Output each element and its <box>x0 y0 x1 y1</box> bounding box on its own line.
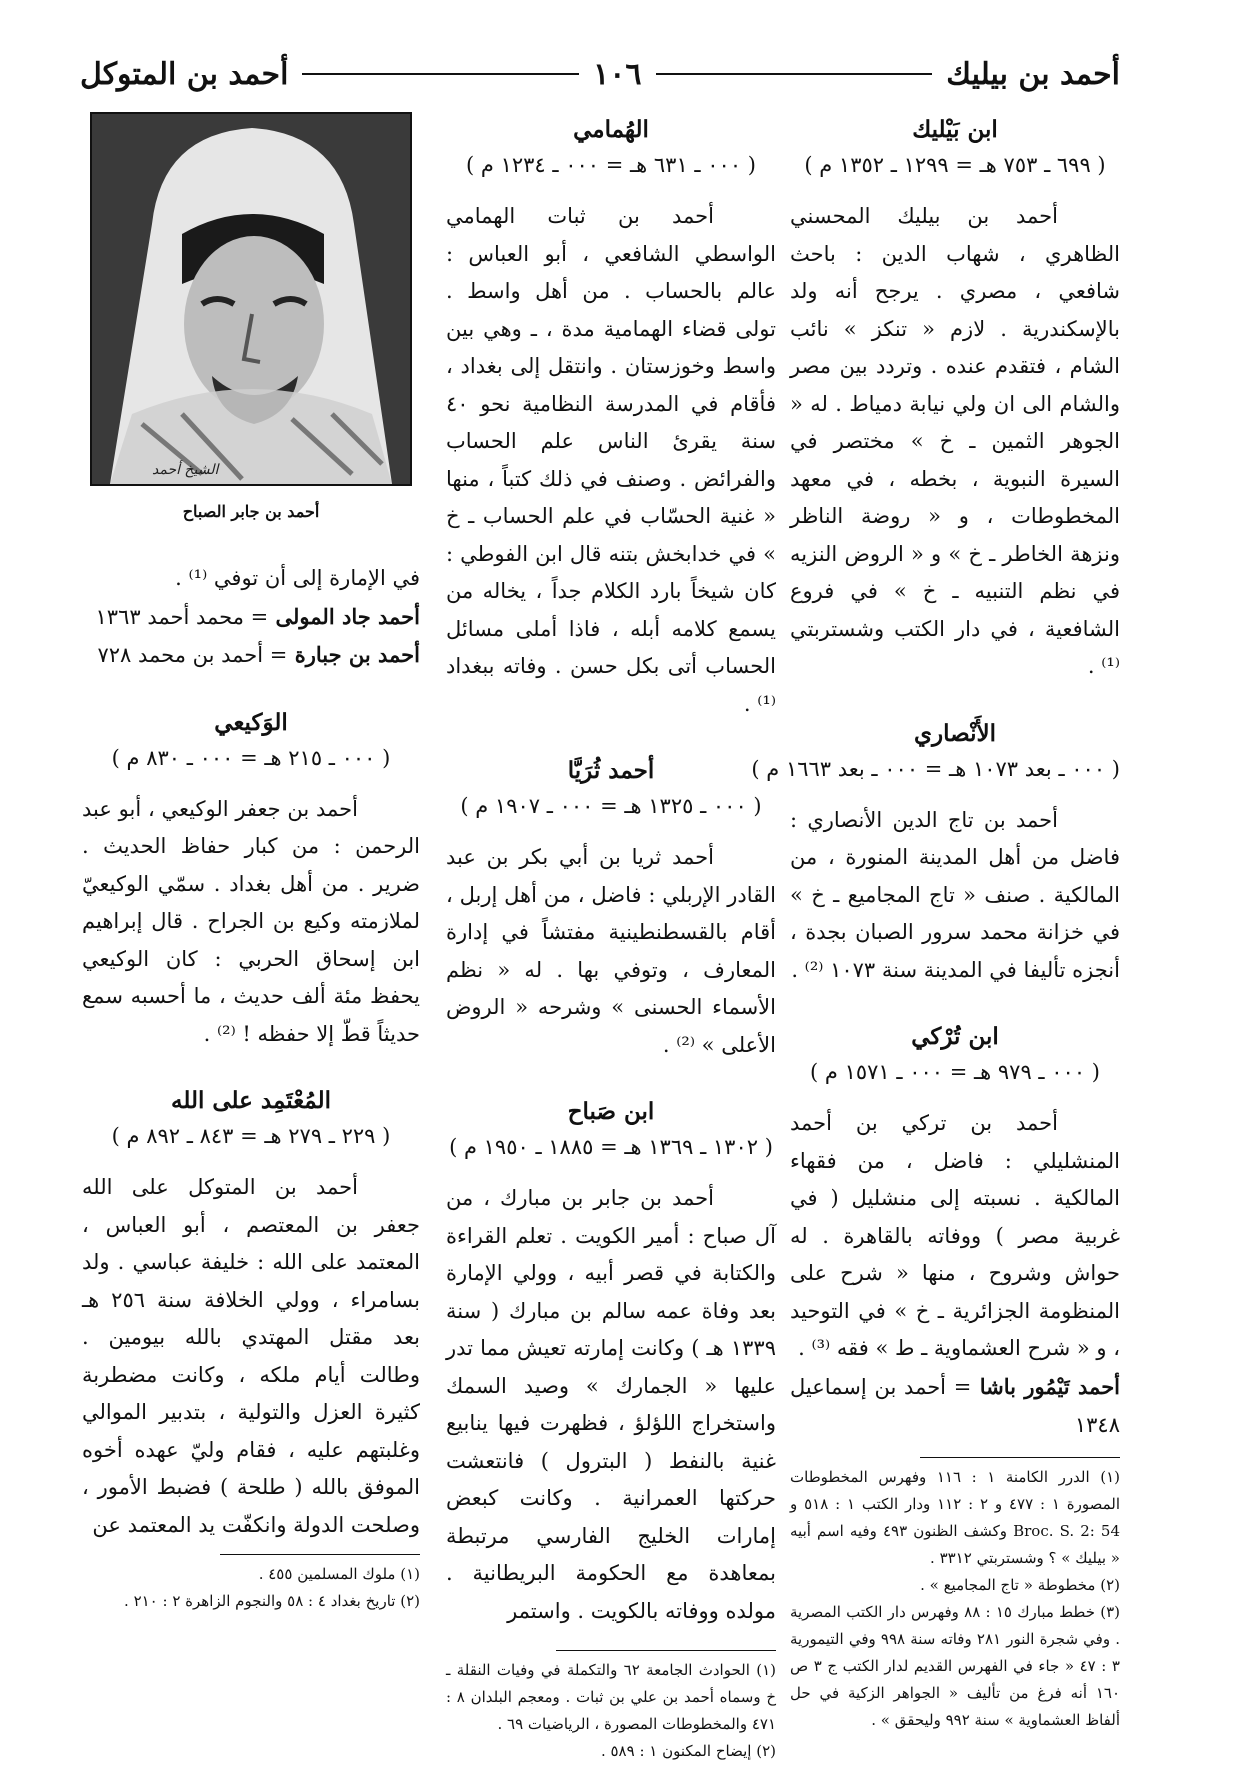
xref-name: أحمد جاد المولى <box>275 603 420 629</box>
footnote: (٢) تاريخ بغداد ٤ : ٥٨ والنجوم الزاهرة ٢ : ٢١٠ . <box>124 1592 420 1610</box>
photo-signature: الشيخ أحمد <box>152 462 219 478</box>
entry-text: أحمد ثريا بن أبي بكر بن عبد القادر الإربلي : فاضل ، من أهل إربل ، أقام بالقسطنطينية مفتشاً في إدارة المعارف ، وتوفي بها . له « نظم الأسماء الحسنى » وشرحه « الروض الأعلى » ⁽²⁾ . <box>446 845 776 1057</box>
entry-text: أحمد بن المتوكل على الله جعفر بن المعتصم ، أبو العباس ، المعتمد على الله : خليفة عباسي . ولد بسامراء ، وولي الخلافة سنة ٢٥٦ هـ بعد مقتل المهتدي بالله بيومين . وطالت أيام ملكه ، وكانت مضطربة كثيرة العزل والتولية ، بتدبير الموالي وغلبتهم عليه ، فقام وليّ عهده أخوه الموفق بالله ( طلحة ) فضبط الأمور ، وصلحت الدولة وانكفّت يد المعتمد عن <box>82 1175 420 1537</box>
header-right-title: أحمد بن بيليك <box>946 56 1120 92</box>
running-header <box>80 52 1120 96</box>
entry-text: أحمد بن تركي بن أحمد المنشليلي : فاضل ، من فقهاء المالكية . نسبته إلى منشليل ( في غربية مصر ) ووفاته بالقاهرة . له حواش وشروح ، منها « شرح على المنظومة الجزائرية ـ خ » في التوحيد ، و « شرح العشماوية ـ ط » فقه ⁽³⁾ . <box>790 1111 1120 1360</box>
portrait-photo <box>90 112 412 486</box>
entry-dates: ( ٢٢٩ ـ ٢٧٩ هـ = ٨٤٣ ـ ٨٩٢ م ) <box>111 1124 391 1148</box>
entry-title: الأَنْصاري <box>914 719 996 747</box>
entry-dates: ( ٠٠٠ ـ ٦٣١ هـ = ٠٠٠ ـ ١٢٣٤ م ) <box>466 153 756 177</box>
entry-dates: ( ٠٠٠ ـ ١٣٢٥ هـ = ٠٠٠ ـ ١٩٠٧ م ) <box>460 794 762 818</box>
xref-name: أحمد بن جبارة <box>294 642 420 667</box>
header-rule-left <box>302 73 579 75</box>
column-middle <box>446 112 776 1765</box>
entry-text: أحمد بن جعفر الوكيعي ، أبو عبد الرحمن : من كبار حفاظ الحديث . ضرير . من أهل بغداد . سمّي الوكيعيّ لملازمته وكيع بن الجراح . قال إبراهيم ابن إسحاق الحربي : كان الوكيعي يحفظ مئة ألف حديث ، ما أحسبه سمع حديثاً قطّ إلا حفظه ! ⁽²⁾ . <box>82 796 420 1046</box>
entry-title: الوَكيعي <box>214 708 288 736</box>
entry-continuation: في الإمارة إلى أن توفي ⁽¹⁾ . <box>175 566 420 590</box>
portrait-image <box>92 114 410 484</box>
xref-name: أحمد تَيْمُور باشا <box>979 1373 1121 1399</box>
entry-title: أحمد ثُرَيَّا <box>567 757 655 784</box>
column-right <box>751 112 1121 1734</box>
entry-text: أحمد بن ثبات الهمامي الواسطي الشافعي ، أبو العباس : عالم بالحساب . من أهل واسط . تولى قضاء الهمامية مدة ، ـ وهي بين واسط وخوزستان . وانتقل إلى بغداد ، فأقام في المدرسة النظامية نحو ٤٠ سنة يقرئ الناس علم الحساب والفرائض . وصنف في ذلك كتباً ، منها « غنية الحسّاب في علم الحساب ـ خ » في خدابخش بتنه قال ابن الفوطي : كان شيخاً بارد الكلام جداً ، يخاله من يسمع كلامه أبله ، فاذا أملى مسائل الحساب أتى بكل حسن . وفاته ببغداد ⁽¹⁾ . <box>446 204 776 716</box>
footnote-rule <box>556 1650 776 1651</box>
entry-title: ابن صَباح <box>567 1098 655 1125</box>
xref-target: = أحمد بن محمد ٧٢٨ <box>97 643 288 667</box>
xref-target: = أحمد بن إسماعيل ١٣٤٨ <box>790 1374 1120 1437</box>
entry-title: ابن بَيْليك <box>912 116 998 143</box>
cross-reference <box>82 598 420 637</box>
entry-text: أحمد بن جابر بن مبارك ، من آل صباح : أمير الكويت . تعلم القراءة والكتابة في قصر أبيه ، وولي الإمارة بعد وفاة عمه سالم بن مبارك ( سنة ١٣٣٩ هـ ) وكانت إمارته تعيش مما تدر عليها « الجمارك » وصيد السمك واستخراج اللؤلؤ ، فظهرت فيها ينابيع غنية بالنفط ( البترول ) فانتعشت حركتها العمرانية . وكانت كبعض إمارات الخليج الفارسي مرتبطة بمعاهدة مع الحكومة البريطانية . مولده ووفاته بالكويت . واستمر <box>446 1186 776 1623</box>
entry-title: الهُمامي <box>573 116 649 143</box>
xref-target: = محمد أحمد ١٣٦٣ <box>95 604 269 629</box>
entry-dates: ( ٠٠٠ ـ بعد ١٠٧٣ هـ = ٠٠٠ ـ بعد ١٦٦٣ م ) <box>751 756 1120 781</box>
footnote-rule <box>220 1554 420 1555</box>
photo-caption: أحمد بن جابر الصباح <box>182 502 320 521</box>
header-rule-right <box>656 73 933 75</box>
entry-dates: ( ٠٠٠ ـ ٢١٥ هـ = ٠٠٠ ـ ٨٣٠ م ) <box>111 745 391 770</box>
column-left <box>82 112 420 1615</box>
footnote: (٢) إيضاح المكنون ١ : ٥٨٩ . <box>600 1742 776 1760</box>
footnote: (١) الدرر الكامنة ١ : ١١٦ وفهرس المخطوطات المصورة ١ : ٤٧٧ و ٢ : ١١٢ ودار الكتب ١ : ٥١٨ و Broc. S. 2: 54 وكشف الظنون ٤٩٣ وفيه اسم أبيه « بيليك » ؟ وشستربتي ٣٣١٢ . <box>790 1467 1121 1567</box>
footnote: (٢) مخطوطة « تاج المجاميع » . <box>920 1575 1120 1594</box>
header-left-title: أحمد بن المتوكل <box>79 56 289 92</box>
entry-title: ابن تُرْكي <box>911 1023 999 1050</box>
footnote: (١) ملوك المسلمين ٤٥٥ . <box>258 1565 420 1583</box>
entry-dates: ( ٠٠٠ ـ ٩٧٩ هـ = ٠٠٠ ـ ١٥٧١ م ) <box>810 1060 1100 1084</box>
footnote: (٣) خطط مبارك ١٥ : ٨٨ وفهرس دار الكتب المصرية . وفي شجرة النور ٢٨١ وفاته سنة ٩٩٨ وفي التيمورية ٣ : ٤٧ « جاء في الفهرس القديم لدار الكتب ج ٣ ص ١٦٠ أنه فرغ من تأليف « الجواهر الزكية في حل ألفاظ العشماوية » سنة ٩٩٢ وليحقق » . <box>790 1602 1121 1729</box>
page-number: ١٠٦ <box>593 56 642 92</box>
cross-reference <box>790 1368 1120 1445</box>
entry-dates: ( ١٣٠٢ ـ ١٣٦٩ هـ = ١٨٨٥ ـ ١٩٥٠ م ) <box>449 1135 773 1159</box>
entry-text: أحمد بن تاج الدين الأنصاري : فاضل من أهل المدينة المنورة ، من المالكية . صنف « تاج المجاميع ـ خ » في خزانة محمد سرور الصبان بجدة ، أنجزه تأليفا في المدينة سنة ١٠٧٣ ⁽²⁾ . <box>790 807 1120 982</box>
cross-reference <box>82 636 420 675</box>
entry-dates: ( ٦٩٩ ـ ٧٥٣ هـ = ١٢٩٩ ـ ١٣٥٢ م ) <box>804 153 1106 177</box>
footnote: (١) الحوادث الجامعة ٦٢ والتكملة في وفيات النقلة ـ خ وسماه أحمد بن علي بن ثبات . ومعجم البلدان ٨ : ٤٧١ والمخطوطات المصورة ، الرياضيات ٦٩ . <box>446 1661 776 1733</box>
entry-title: المُعْتَمِد على الله <box>171 1087 331 1114</box>
footnote-rule <box>920 1457 1120 1458</box>
entry-text: أحمد بن بيليك المحسني الظاهري ، شهاب الدين : باحث شافعي ، مصري . يرجح أنه ولد بالإسكندرية . لازم « تنكز » نائب الشام ، فتقدم عنده . وتردد بين مصر والشام الى ان ولي نيابة دمياط . له « الجوهر الثمين ـ خ » مختصر في السيرة النبوية ، بخطه ، في معهد المخطوطات ، و « روضة الناظر ونزهة الخاطر ـ خ » و « الروض النزيه في نظم التنبيه ـ خ » في فروع الشافعية ، في دار الكتب وشستربتي ⁽¹⁾ . <box>790 204 1120 678</box>
